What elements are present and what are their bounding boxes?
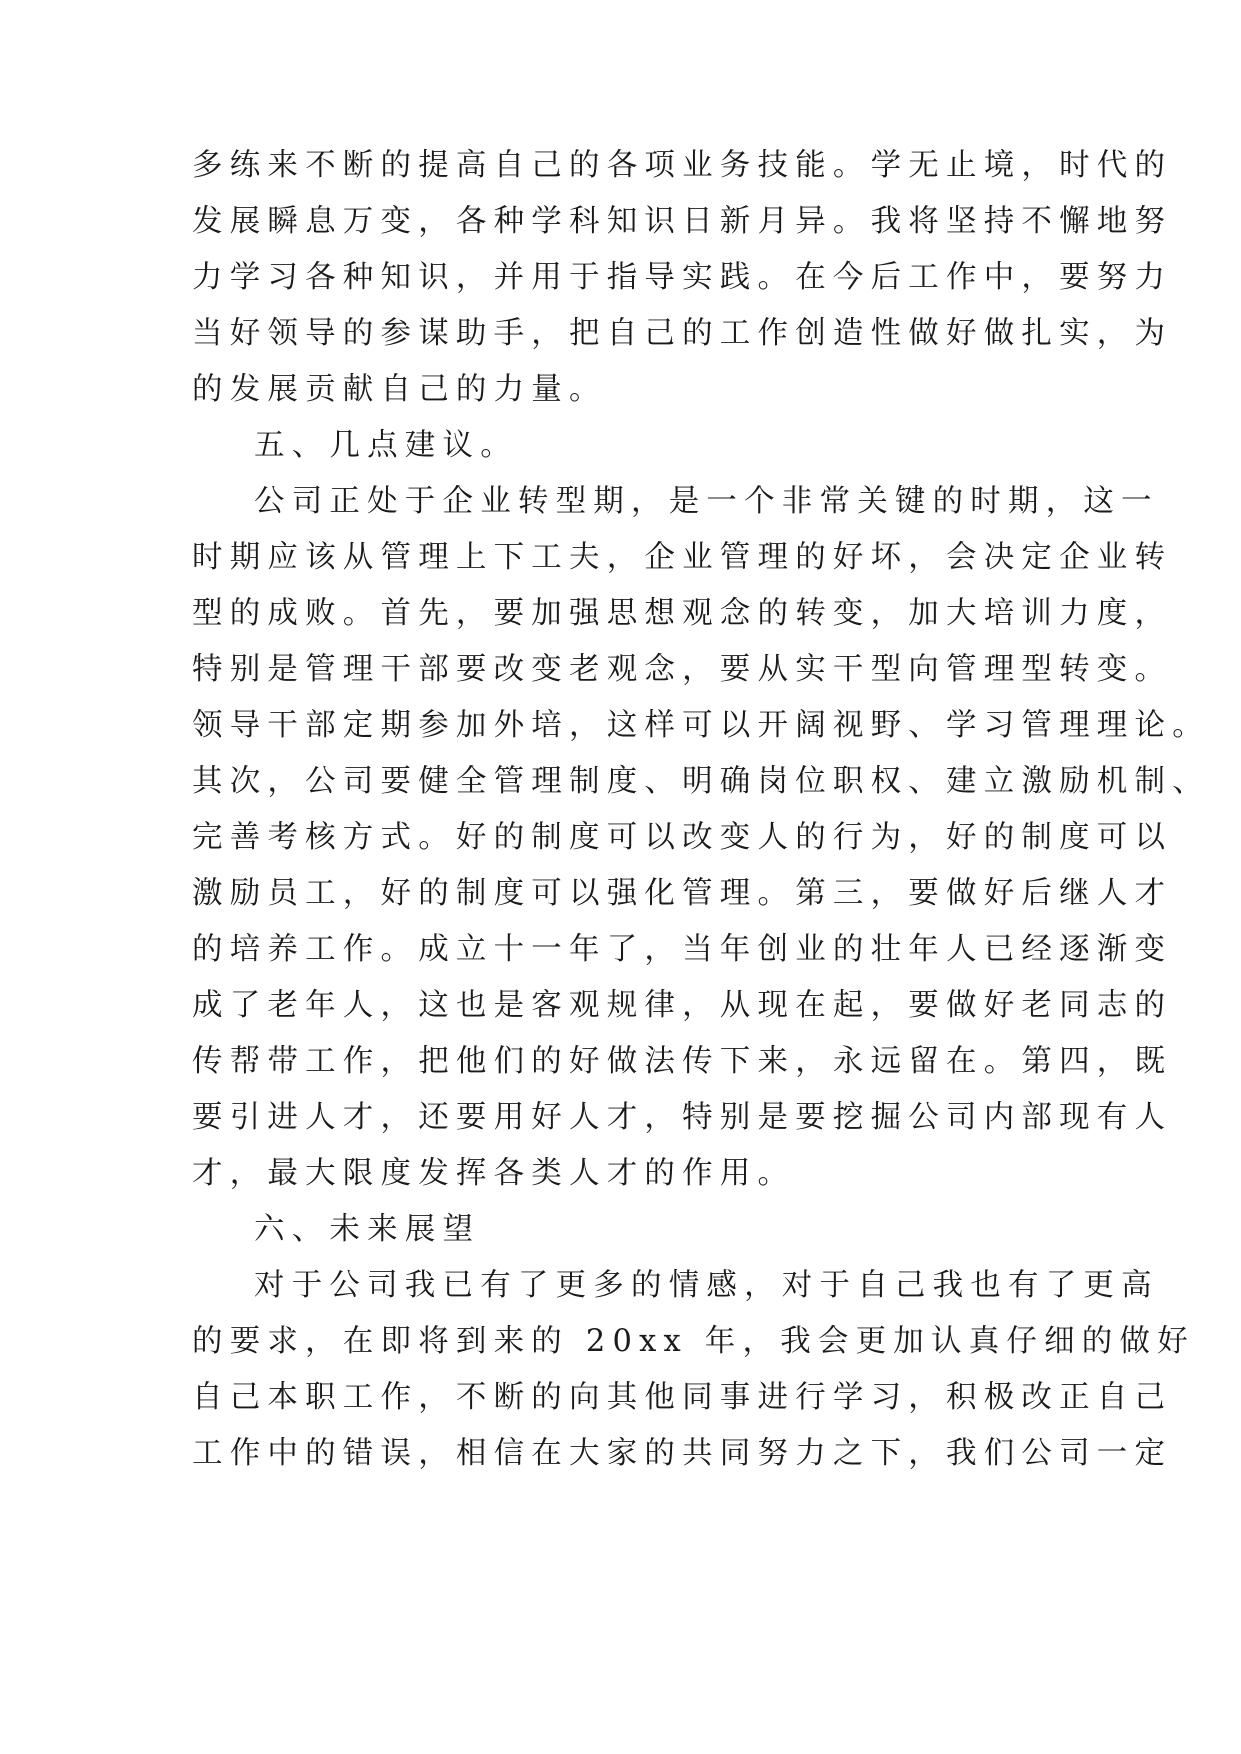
text-line: 工作中的错误，相信在大家的共同努力之下，我们公司一定 bbox=[192, 1436, 1173, 1471]
text-line: 公司正处于企业转型期，是一个非常关键的时期，这一 bbox=[254, 484, 1159, 519]
text-line: 型的成败。首先，要加强思想观念的转变，加大培训力度， bbox=[192, 596, 1173, 631]
text-line: 对于公司我已有了更多的情感，对于自己我也有了更高 bbox=[254, 1268, 1159, 1303]
text-line: 才，最大限度发挥各类人才的作用。 bbox=[192, 1156, 796, 1191]
text-line: 发展瞬息万变，各种学科知识日新月异。我将坚持不懈地努 bbox=[192, 204, 1173, 239]
text-line: 力学习各种知识，并用于指导实践。在今后工作中，要努力 bbox=[192, 260, 1173, 295]
text-line: 激励员工，好的制度可以强化管理。第三，要做好后继人才 bbox=[192, 876, 1173, 911]
text-line: 自己本职工作，不断的向其他同事进行学习，积极改正自己 bbox=[192, 1380, 1173, 1415]
text-line: 成了老年人，这也是客观规律，从现在起，要做好老同志的 bbox=[192, 988, 1173, 1023]
section-heading: 五、几点建议。 bbox=[254, 428, 518, 463]
text-line: 完善考核方式。好的制度可以改变人的行为，好的制度可以 bbox=[192, 820, 1173, 855]
text-line: 其次，公司要健全管理制度、明确岗位职权、建立激励机制、 bbox=[192, 764, 1210, 799]
text-line: 特别是管理干部要改变老观念，要从实干型向管理型转变。 bbox=[192, 652, 1173, 687]
text-line: 领导干部定期参加外培，这样可以开阔视野、学习管理理论。 bbox=[192, 708, 1210, 743]
text-line: 的要求，在即将到来的 20xx 年，我会更加认真仔细的做好 bbox=[192, 1324, 1195, 1359]
section-heading: 六、未来展望 bbox=[254, 1212, 481, 1247]
text-line: 时期应该从管理上下工夫，企业管理的好坏，会决定企业转 bbox=[192, 540, 1173, 575]
text-line: 要引进人才，还要用好人才，特别是要挖掘公司内部现有人 bbox=[192, 1100, 1173, 1135]
text-line: 的发展贡献自己的力量。 bbox=[192, 372, 607, 407]
text-line: 当好领导的参谋助手，把自己的工作创造性做好做扎实，为 bbox=[192, 316, 1173, 351]
text-line: 传帮带工作，把他们的好做法传下来，永远留在。第四，既 bbox=[192, 1044, 1173, 1079]
text-line: 多练来不断的提高自己的各项业务技能。学无止境，时代的 bbox=[192, 148, 1173, 183]
text-line: 的培养工作。成立十一年了，当年创业的壮年人已经逐渐变 bbox=[192, 932, 1173, 967]
